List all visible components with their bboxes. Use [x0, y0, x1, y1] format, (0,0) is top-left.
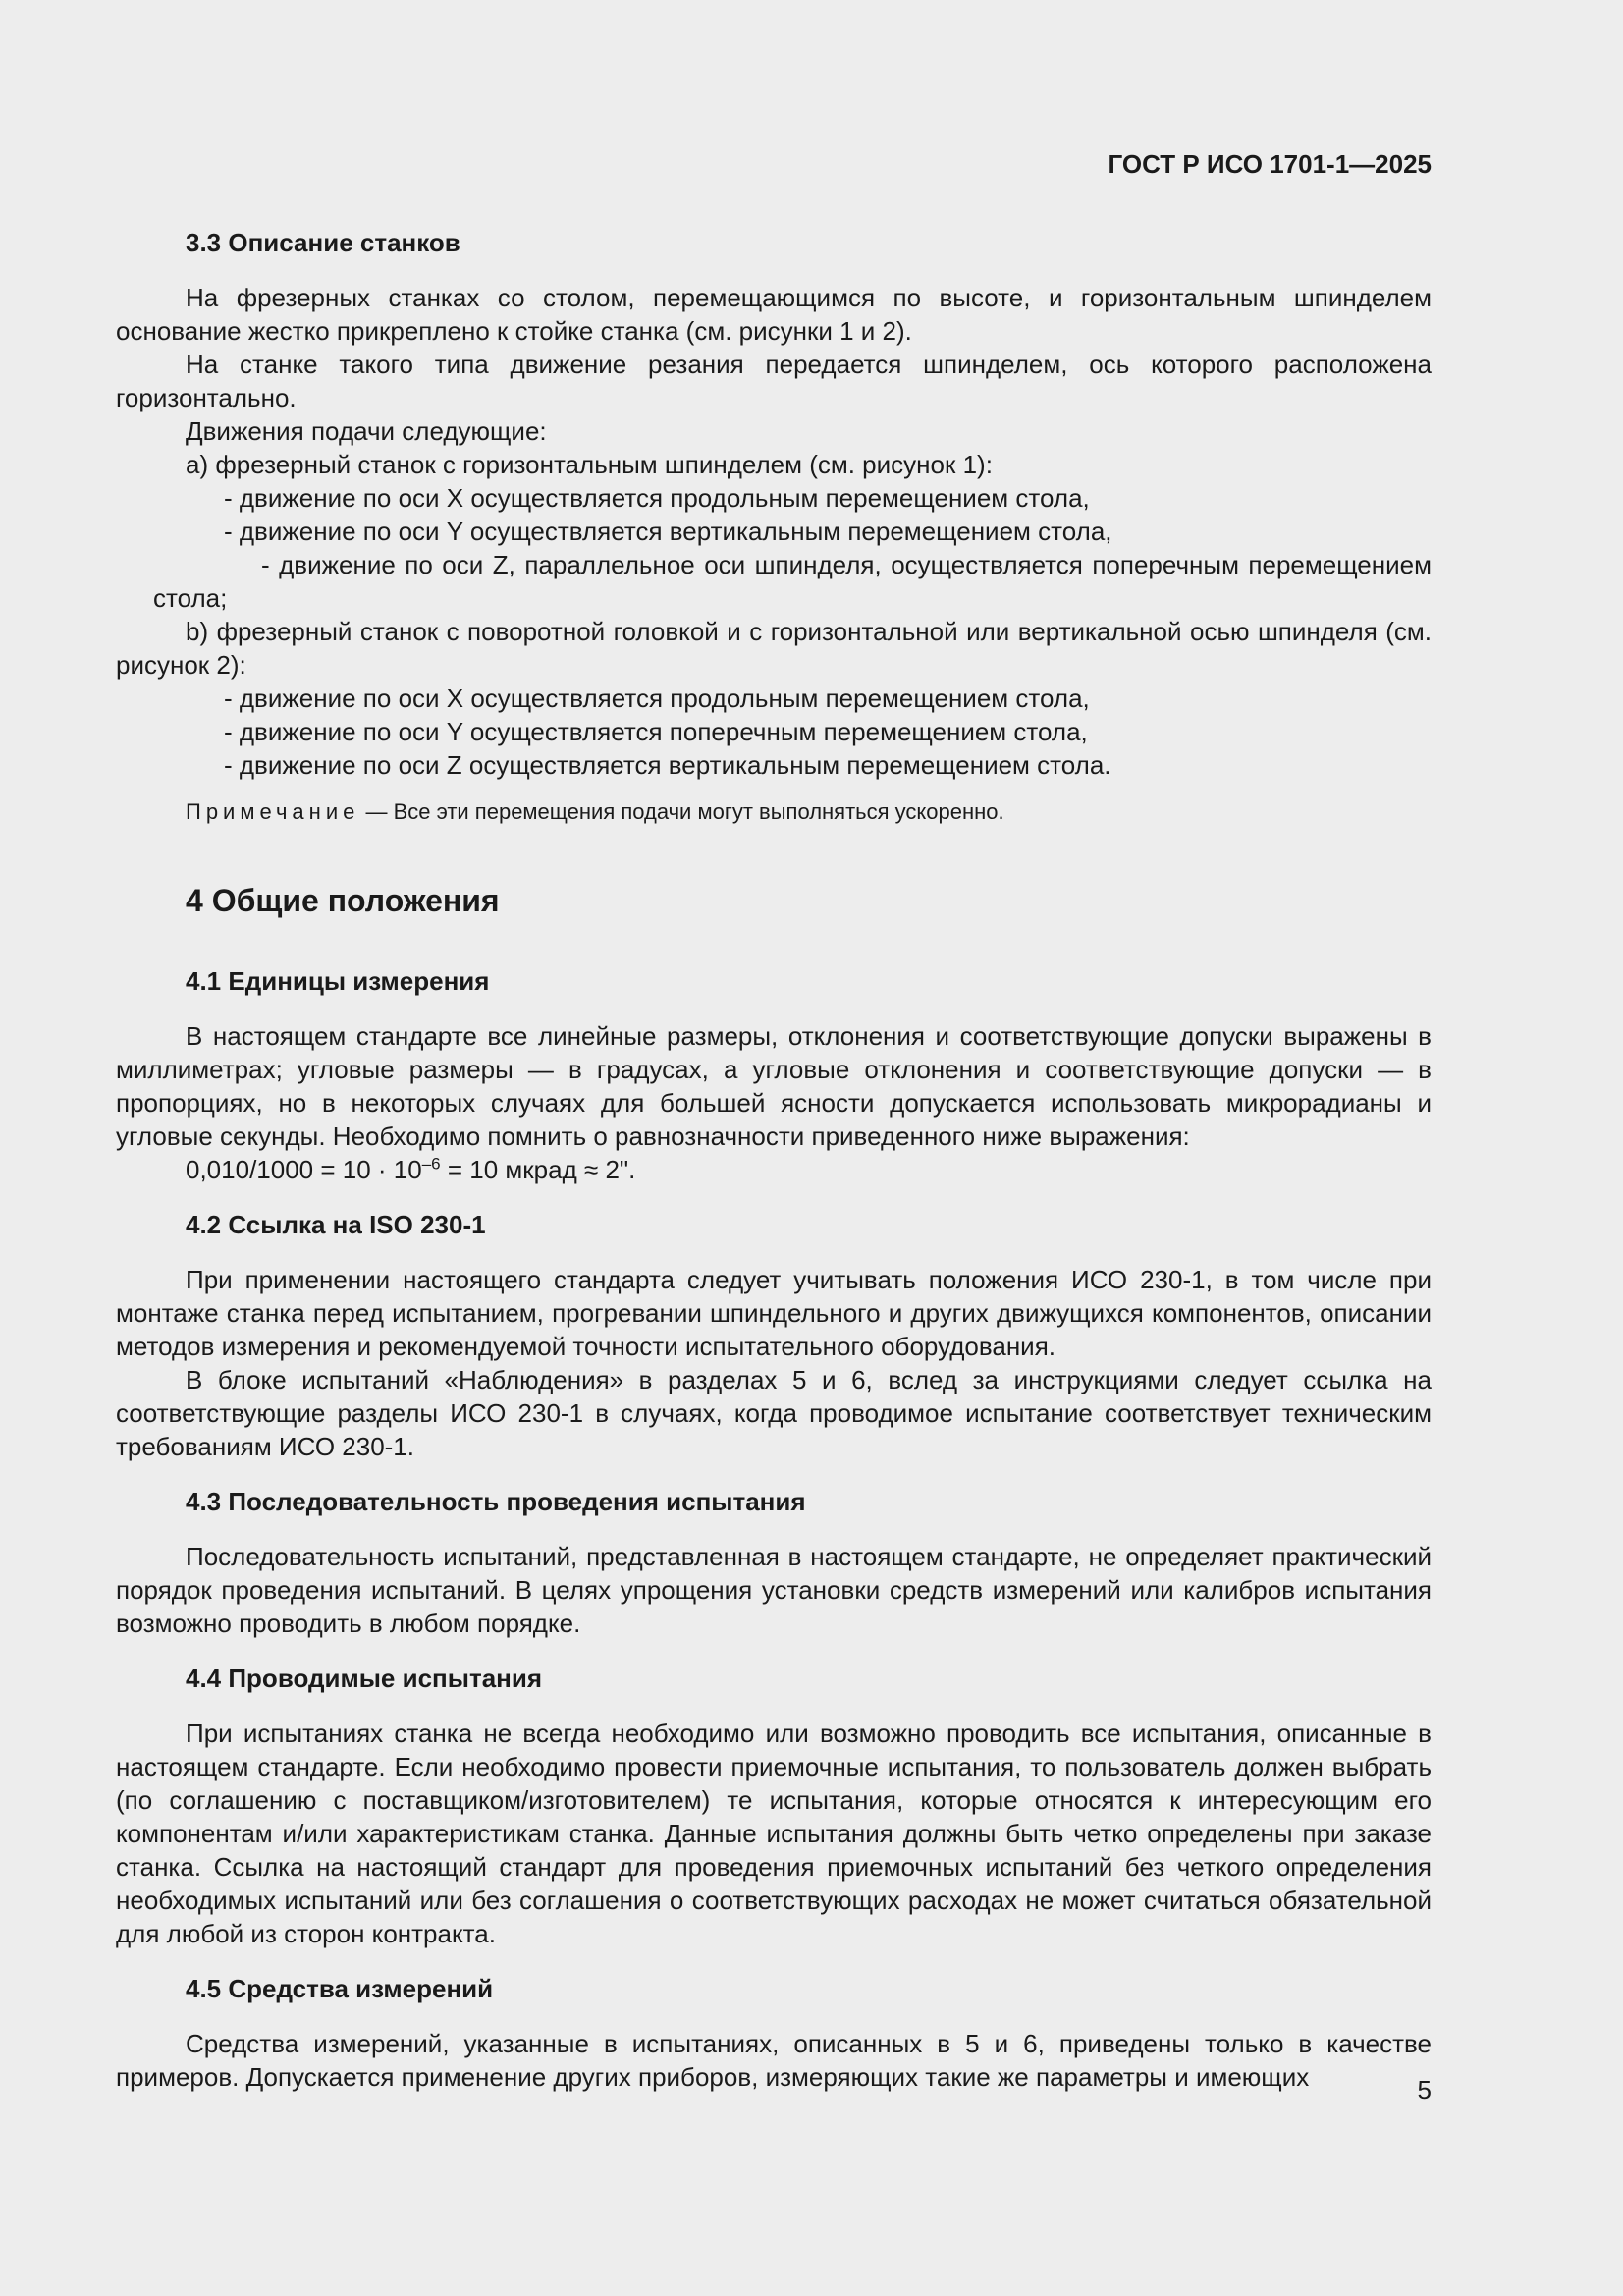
list-item-a: a) фрезерный станок с горизонтальным шпинделем (см. рисунок 1): [186, 450, 993, 479]
paragraph: В блоке испытаний «Наблюдения» в разделах 5 и 6, вслед за инструкциями следует ссылка на соответствующие разделы ИСО 230-1 в случаях, когда проводимое испытание соответствует техническим требованиям ИСО 230-1. [116, 1365, 1432, 1461]
list-subitem: - движение по оси Y осуществляется вертикальным перемещением стола, [224, 517, 1112, 546]
paragraph: Средства измерений, указанные в испытаниях, описанных в 5 и 6, приведены только в качестве примеров. Допускается применение других приборов, измеряющих такие же параметры и имеющих [116, 2029, 1432, 2092]
paragraph: При применении настоящего стандарта следует учитывать положения ИСО 230-1, в том числе при монтаже станка перед испытанием, прогревании шпиндельного и других движущихся компонентов, описании методов измерения и рекомендуемой точности испытательного оборудования. [116, 1265, 1432, 1361]
section-4-2-title: 4.2 Ссылка на ISO 230-1 [186, 1210, 486, 1239]
page-number: 5 [1417, 2075, 1432, 2105]
section-4-5-title: 4.5 Средства измерений [186, 1974, 494, 2003]
paragraph: В настоящем стандарте все линейные размеры, отклонения и соответствующие допуски выражены в миллиметрах; угловые размеры — в градусах, а угловые отклонения и соответствующие допуски — в пропорциях, но в некоторых случаях для большей ясности допускается использовать микрорадианы и угловые секунды. Необходимо помнить о равнозначности приведенного ниже выражения: [116, 1021, 1432, 1151]
section-4-title: 4 Общие положения [186, 883, 500, 918]
formula: $0,010/1000 = 10 \cdot 10^{-6} = 10$ мкрад ≈ 2". [186, 1154, 636, 1184]
section-4-3-title: 4.3 Последовательность проведения испытания [186, 1487, 806, 1516]
note [186, 795, 1432, 829]
section-4-1-title: 4.1 Единицы измерения [186, 966, 490, 996]
list-subitem: - движение по оси X осуществляется продольным перемещением стола, [224, 483, 1090, 513]
list-subitem: - движение по оси Y осуществляется поперечным перемещением стола, [224, 717, 1088, 746]
section-4-4-title: 4.4 Проводимые испытания [186, 1664, 543, 1693]
paragraph: Последовательность испытаний, представленная в настоящем стандарте, не определяет практический порядок проведения испытаний. В целях упрощения установки средств измерений или калибров испытания возможно проводить в любом порядке. [116, 1542, 1432, 1638]
list-item-b: b) фрезерный станок с поворотной головкой и с горизонтальной или вертикальной осью шпинделя (см. рисунок 2): [116, 617, 1432, 680]
list-subitem: - движение по оси Z, параллельное оси шпинделя, осуществляется поперечным перемещением стола; [153, 550, 1432, 613]
paragraph: Движения подачи следующие: [186, 416, 547, 446]
note-label: Примечание [186, 799, 360, 824]
list-subitem: - движение по оси Z осуществляется вертикальным перемещением стола. [224, 750, 1111, 780]
document-header: ГОСТ Р ИСО 1701-1—2025 [1108, 149, 1432, 179]
note-text: — Все эти перемещения подачи могут выполняться ускоренно. [359, 799, 1004, 824]
paragraph: На фрезерных станках со столом, перемещающимся по высоте, и горизонтальным шпинделем основание жестко прикреплено к стойке станка (см. рисунки 1 и 2). [116, 283, 1432, 346]
list-subitem: - движение по оси X осуществляется продольным перемещением стола, [224, 683, 1090, 713]
section-3-3-title: 3.3 Описание станков [186, 228, 460, 257]
paragraph: На станке такого типа движение резания передается шпинделем, ось которого расположена горизонтально. [116, 350, 1432, 412]
paragraph: При испытаниях станка не всегда необходимо или возможно проводить все испытания, описанные в настоящем стандарте. Если необходимо провести приемочные испытания, то пользователь должен выбрать (по соглашению с поставщиком/изготовителем) те испытания, которые относятся к интересующим его компонентам и/или характеристикам станка. Данные испытания должны быть четко определены при заказе станка. Ссылка на настоящий стандарт для проведения приемочных испытаний без четкого определения необходимых испытаний или без соглашения о соответствующих расходах не может считаться обязательной для любой из сторон контракта. [116, 1719, 1432, 1948]
